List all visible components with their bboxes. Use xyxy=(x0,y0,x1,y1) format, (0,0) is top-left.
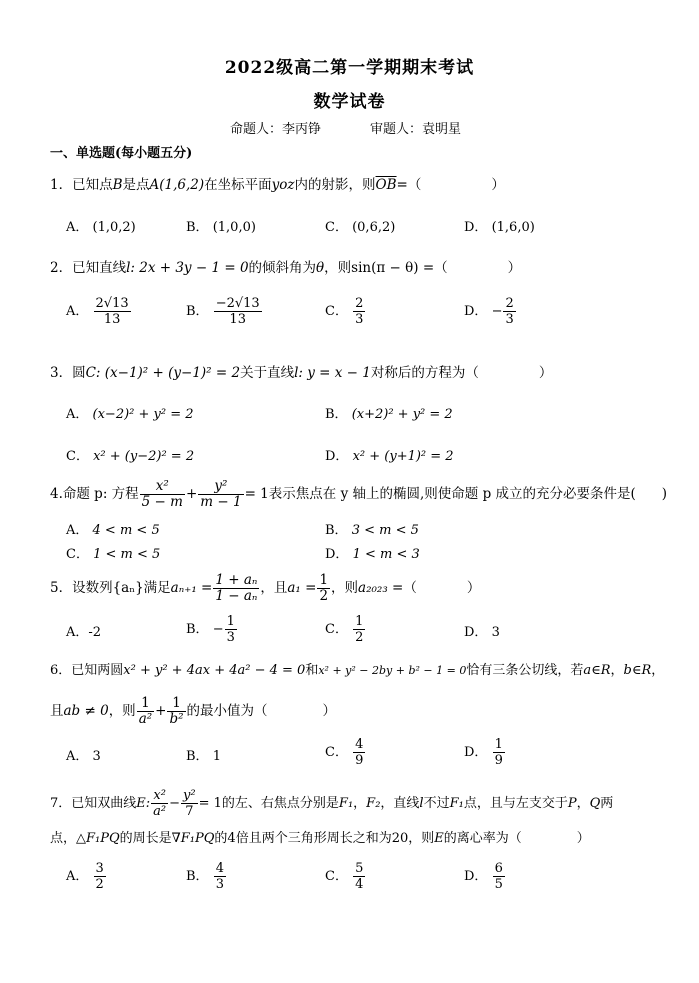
q7-option-c: C． $\frac{5}{4}$ xyxy=(325,861,364,892)
q1-text-d: 内的射影，则 xyxy=(294,177,376,193)
q4-option-b: B． 3 < m < 5 xyxy=(325,523,419,538)
q1-num: 1． xyxy=(50,177,73,193)
author-label: 命题人：李丙铮 xyxy=(230,122,322,137)
question-7-line-2: 点，△F₁PQ的周长是∇F₁PQ的4倍且两个三角形周长之和为20，则E的离心率为（ ） xyxy=(50,831,590,846)
q6-option-c: C． $\frac{4}{9}$ xyxy=(325,737,364,768)
q5-option-a: A．-2 xyxy=(66,625,102,640)
q1-point-b: B xyxy=(112,177,123,193)
q5-option-b: B． − $\frac{1}{3}$ xyxy=(186,614,235,645)
question-2: 2．已知直线l: 2x + 3y − 1 = 0的倾斜角为θ，则sin(π − θ) =（ ） xyxy=(50,260,522,276)
q1-text-e: =（ xyxy=(396,177,422,193)
question-1 xyxy=(50,173,505,193)
q7-option-b: B． $\frac{4}{3}$ xyxy=(186,861,224,892)
section-title: 一、单选题(每小题五分) xyxy=(50,146,193,161)
q2-option-c: C． $\frac{2}{3}$ xyxy=(325,296,364,327)
q5-option-c: C． $\frac{1}{2}$ xyxy=(325,614,364,645)
q2-expr: sin(π − θ) = xyxy=(351,260,435,276)
question-4: 4.命题 p: 方程 $\frac{\text{x²}}{5 - m}$ + $\frac{\text{y²}}{m - 1}$ = 1表示焦点在 y 轴上的椭圆,则使命题 p 成立的充分必要条件是( ) xyxy=(50,478,668,510)
q6-option-b: B． 1 xyxy=(186,749,221,764)
q6-option-d: D． $\frac{1}{9}$ xyxy=(464,737,503,768)
q4-option-c: C． 1 < m < 5 xyxy=(66,547,161,562)
q7-option-a: A． $\frac{3}{2}$ xyxy=(66,861,104,892)
q1-option-d: D． (1,6,0) xyxy=(464,220,535,235)
q2-option-b: B． $\frac{-2√13}{13}$ xyxy=(186,296,260,327)
q1-vector: $\overline{OB}$ xyxy=(375,177,397,193)
question-6-line-2: 且ab ≠ 0，则 $\frac{1}{\text{a²}}$ + $\frac{1}{\text{b²}}$ 的最小值为（ ） xyxy=(50,695,337,727)
q3-option-d: D． x² + (y+1)² = 2 xyxy=(325,449,454,464)
q1-plane: yoz xyxy=(271,177,295,193)
q4-option-d: D． 1 < m < 3 xyxy=(325,547,420,562)
q6-option-a: A． 3 xyxy=(66,749,101,764)
q1-option-c: C． (0,6,2) xyxy=(325,220,396,235)
q2-option-a: A． $\frac{2√13}{13}$ xyxy=(66,296,129,327)
q3-option-b: B． (x+2)² + y² = 2 xyxy=(325,407,453,422)
q1-option-a: A． (1,0,2) xyxy=(66,220,136,235)
q1-option-b: B． (1,0,0) xyxy=(186,220,256,235)
q3-option-a: A． (x−2)² + y² = 2 xyxy=(66,407,194,422)
exam-subtitle: 数学试卷 xyxy=(313,92,386,112)
q1-close: ） xyxy=(491,177,505,193)
q2-line: l: 2x + 3y − 1 = 0 xyxy=(126,260,249,276)
q4-option-a: A． 4 < m < 5 xyxy=(66,523,160,538)
q2-theta: θ xyxy=(316,260,325,276)
q5-option-d: D． 3 xyxy=(464,625,500,640)
question-5: 5．设数列{aₙ}满足aₙ₊₁ = $\frac{\text{1 + aₙ}}{\text{1 − aₙ}}$ ，且a₁ = $\frac{1}{2}$ ，则a₂₀₂₃ =（ ） xyxy=(50,572,481,604)
q1-text-b: 是点 xyxy=(122,177,150,193)
q2-option-d: D． − $\frac{2}{3}$ xyxy=(464,296,514,327)
q3-circle: C: (x−1)² + (y−1)² = 2 xyxy=(85,365,241,381)
q1-point-a: A(1,6,2) xyxy=(149,177,205,193)
question-6: 6．已知两圆x² + y² + 4ax + 4a² − 4 = 0和x² + y² − 2by + b² − 1 = 0恰有三条公切线，若a∈R，b∈R， xyxy=(50,663,665,678)
exam-title: 2022级高二第一学期期末考试 xyxy=(224,58,475,78)
reviewer-label: 审题人：袁明星 xyxy=(370,122,462,137)
question-7: 7．已知双曲线E: $\frac{\text{x²}}{\text{a²}}$ − $\frac{\text{y²}}{7}$ = 1的左、右焦点分别是F₁，F₂，直线l不过F₁点，且与左支交于P，Q两 xyxy=(50,788,614,819)
q1-text-c: 在坐标平面 xyxy=(204,177,272,193)
question-3: 3．圆C: (x−1)² + (y−1)² = 2关于直线l: y = x − 1对称后的方程为（ ） xyxy=(50,365,553,381)
q3-line: l: y = x − 1 xyxy=(294,365,371,381)
q3-option-c: C． x² + (y−2)² = 2 xyxy=(66,449,195,464)
q7-option-d: D． $\frac{6}{5}$ xyxy=(464,861,503,892)
q1-text-a: 已知点 xyxy=(72,177,113,193)
